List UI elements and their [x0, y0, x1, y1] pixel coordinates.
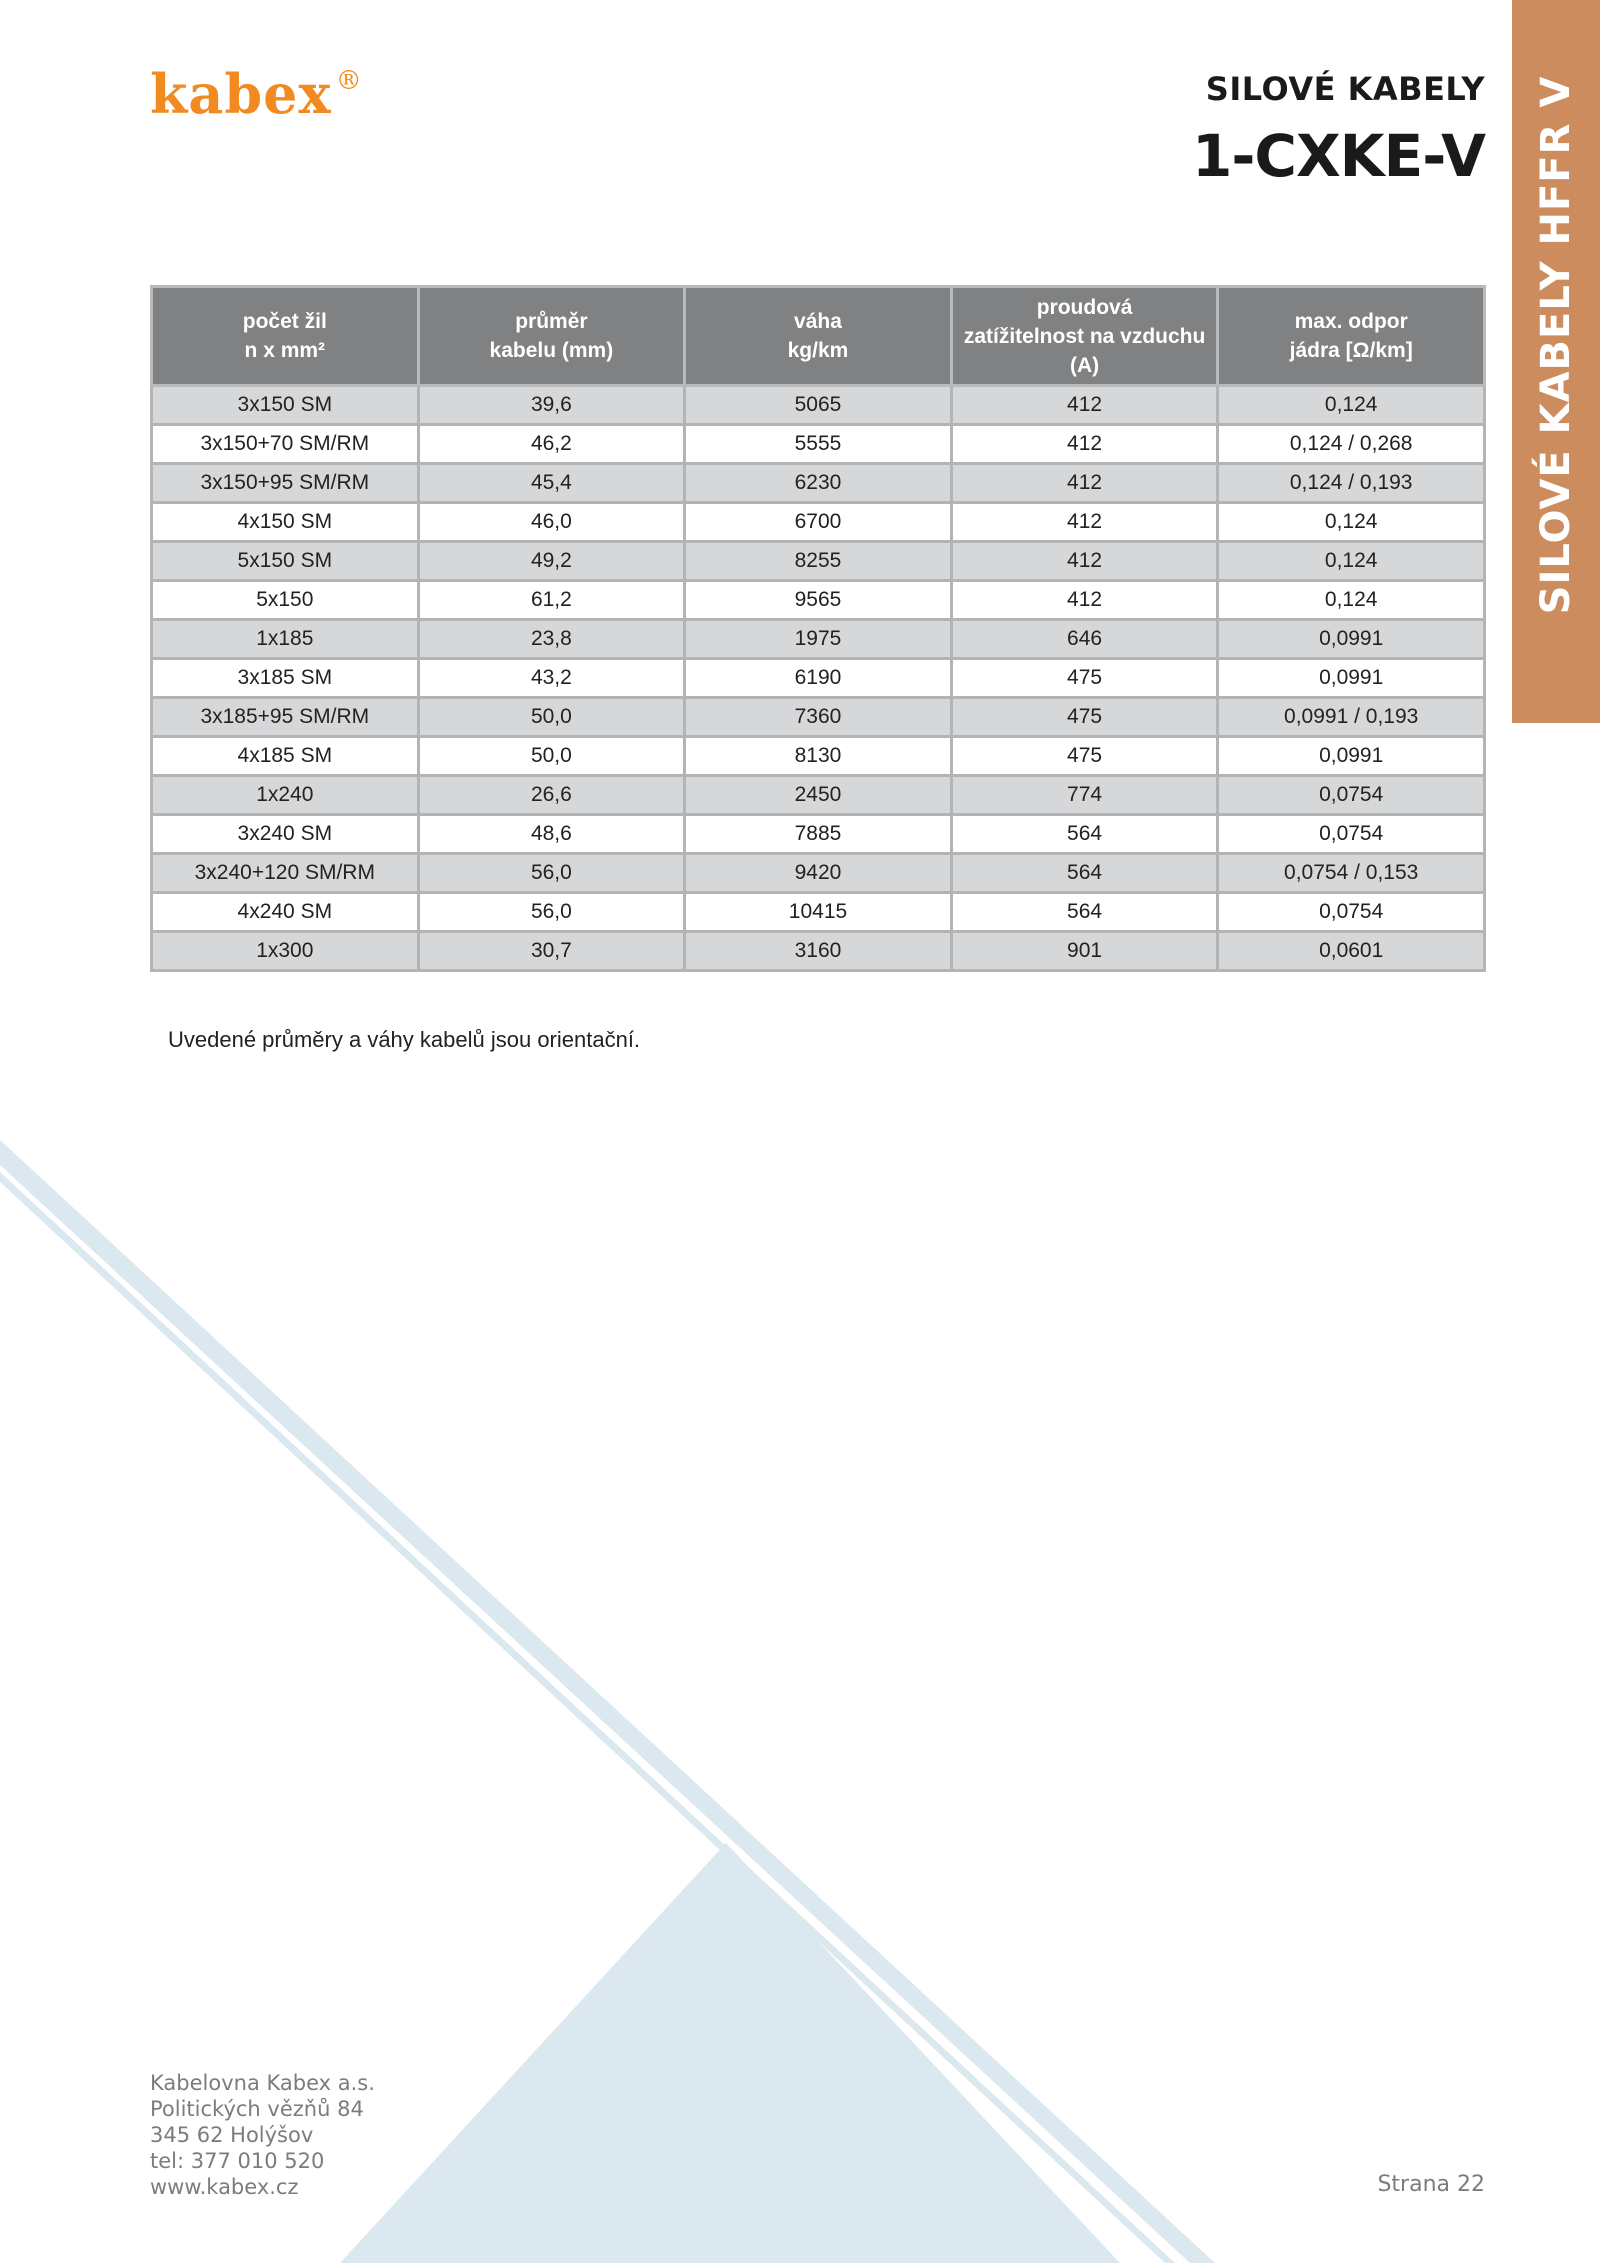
table-cell: 49,2	[418, 542, 685, 581]
column-header-line: počet žil	[242, 310, 327, 333]
column-header-line: průměr	[515, 310, 588, 333]
table-cell: 6230	[685, 464, 952, 503]
table-cell: 4x150 SM	[152, 503, 419, 542]
column-header-line: kabelu (mm)	[489, 339, 614, 362]
table-cell: 3x240 SM	[152, 815, 419, 854]
table-cell: 0,0991 / 0,193	[1218, 698, 1485, 737]
table-cell: 6700	[685, 503, 952, 542]
table-header-row	[152, 287, 1485, 386]
column-header	[1218, 287, 1485, 386]
table-cell: 412	[951, 386, 1218, 425]
table-cell: 412	[951, 503, 1218, 542]
address-line: www.kabex.cz	[150, 2175, 299, 2199]
table-cell: 10415	[685, 893, 952, 932]
table-cell: 7885	[685, 815, 952, 854]
table-row	[152, 464, 1485, 503]
column-header-line: jádra [Ω/km]	[1289, 339, 1413, 362]
table-row	[152, 386, 1485, 425]
table-cell: 1975	[685, 620, 952, 659]
table-row	[152, 542, 1485, 581]
table-cell: 8255	[685, 542, 952, 581]
table-cell: 2450	[685, 776, 952, 815]
table-cell: 5x150	[152, 581, 419, 620]
table-cell: 3x185+95 SM/RM	[152, 698, 419, 737]
table-cell: 46,2	[418, 425, 685, 464]
table-cell: 901	[951, 932, 1218, 971]
section-side-tab	[1512, 0, 1600, 723]
table-body	[152, 386, 1485, 971]
table-cell: 3x150+95 SM/RM	[152, 464, 419, 503]
table-row	[152, 776, 1485, 815]
table-cell: 9420	[685, 854, 952, 893]
table-cell: 0,0991	[1218, 659, 1485, 698]
table-cell: 50,0	[418, 737, 685, 776]
column-header-line: max. odpor	[1294, 310, 1408, 333]
table-cell: 774	[951, 776, 1218, 815]
table-cell: 0,0754	[1218, 893, 1485, 932]
kabex-logo: kabex ®	[150, 62, 363, 126]
table-cell: 5555	[685, 425, 952, 464]
table-cell: 1x300	[152, 932, 419, 971]
table-cell: 39,6	[418, 386, 685, 425]
table-cell: 3x240+120 SM/RM	[152, 854, 419, 893]
document-category: SILOVÉ KABELY	[1205, 70, 1485, 108]
table-row	[152, 503, 1485, 542]
table-cell: 48,6	[418, 815, 685, 854]
table-cell: 45,4	[418, 464, 685, 503]
table-cell: 3x150+70 SM/RM	[152, 425, 419, 464]
table-cell: 0,124	[1218, 542, 1485, 581]
table-cell: 61,2	[418, 581, 685, 620]
address-line: Politických vězňů 84	[150, 2097, 364, 2121]
table-cell: 56,0	[418, 854, 685, 893]
table-cell: 1x240	[152, 776, 419, 815]
table-cell: 6190	[685, 659, 952, 698]
table-cell: 0,124	[1218, 386, 1485, 425]
table-cell: 0,0991	[1218, 620, 1485, 659]
table-cell: 23,8	[418, 620, 685, 659]
table-cell: 30,7	[418, 932, 685, 971]
table-cell: 8130	[685, 737, 952, 776]
table-row	[152, 425, 1485, 464]
column-header	[685, 287, 952, 386]
page-number: Strana 22	[1377, 2172, 1485, 2197]
table-cell: 412	[951, 581, 1218, 620]
table-cell: 564	[951, 893, 1218, 932]
table-cell: 26,6	[418, 776, 685, 815]
table-cell: 564	[951, 815, 1218, 854]
table-cell: 0,0754 / 0,153	[1218, 854, 1485, 893]
cable-spec-table	[150, 285, 1486, 972]
address-line: 345 62 Holýšov	[150, 2123, 314, 2147]
table-cell: 475	[951, 737, 1218, 776]
column-header	[951, 287, 1218, 386]
page-title: 1-CXKE-V	[1191, 122, 1485, 190]
address-line: Kabelovna Kabex a.s.	[150, 2071, 375, 2095]
table-cell: 475	[951, 698, 1218, 737]
column-header-line: kg/km	[787, 339, 849, 362]
table-cell: 3x150 SM	[152, 386, 419, 425]
table-cell: 412	[951, 542, 1218, 581]
table-cell: 5065	[685, 386, 952, 425]
column-header-line: váha	[794, 310, 842, 333]
table-cell: 3x185 SM	[152, 659, 419, 698]
side-tab-label: SILOVÉ KABELY HFFR V	[1533, 75, 1579, 615]
table-cell: 0,0991	[1218, 737, 1485, 776]
column-header-line: zatížitelnost na vzduchu	[963, 324, 1206, 348]
address-line: tel: 377 010 520	[150, 2149, 325, 2173]
table-row	[152, 815, 1485, 854]
table-row	[152, 620, 1485, 659]
table-row	[152, 854, 1485, 893]
table-cell: 0,124 / 0,193	[1218, 464, 1485, 503]
table-cell: 9565	[685, 581, 952, 620]
table-cell: 0,0754	[1218, 815, 1485, 854]
table-cell: 0,124	[1218, 503, 1485, 542]
table-cell: 4x185 SM	[152, 737, 419, 776]
table-cell: 3160	[685, 932, 952, 971]
table-cell: 1x185	[152, 620, 419, 659]
table-note: Uvedené průměry a váhy kabelů jsou orientační.	[168, 1027, 641, 1052]
column-header	[418, 287, 685, 386]
column-header	[152, 287, 419, 386]
column-header-line: proudová	[1036, 295, 1133, 319]
table-cell: 43,2	[418, 659, 685, 698]
table-cell: 7360	[685, 698, 952, 737]
table-cell: 0,0601	[1218, 932, 1485, 971]
table-row	[152, 893, 1485, 932]
table-row	[152, 932, 1485, 971]
table-row	[152, 737, 1485, 776]
table-cell: 412	[951, 425, 1218, 464]
table-cell: 56,0	[418, 893, 685, 932]
table-cell: 475	[951, 659, 1218, 698]
table-cell: 0,0754	[1218, 776, 1485, 815]
table-cell: 646	[951, 620, 1218, 659]
table-cell: 50,0	[418, 698, 685, 737]
column-header-line: n x mm²	[244, 339, 326, 362]
column-header-line: (A)	[1070, 353, 1100, 377]
table-cell: 564	[951, 854, 1218, 893]
table-cell: 0,124 / 0,268	[1218, 425, 1485, 464]
table-row	[152, 581, 1485, 620]
company-address	[150, 2070, 375, 2200]
table-cell: 5x150 SM	[152, 542, 419, 581]
table-cell: 412	[951, 464, 1218, 503]
table-row	[152, 698, 1485, 737]
table-cell: 46,0	[418, 503, 685, 542]
table-cell: 4x240 SM	[152, 893, 419, 932]
table-row	[152, 659, 1485, 698]
table-cell: 0,124	[1218, 581, 1485, 620]
